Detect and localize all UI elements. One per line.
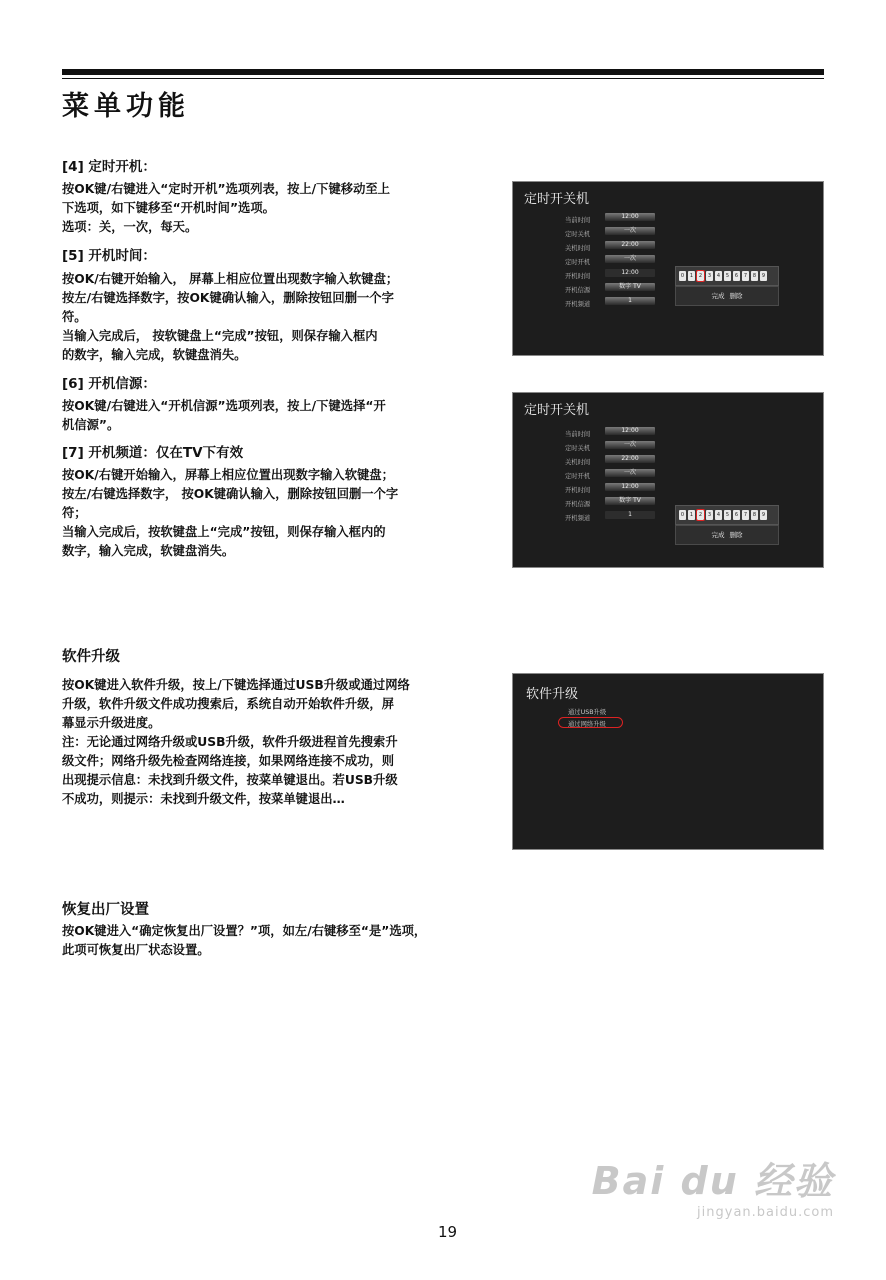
setting-row: 开机频道 1 bbox=[565, 299, 601, 308]
heading-power-on-time: [5] 开机时间： bbox=[62, 248, 156, 264]
top-rule-thick bbox=[62, 69, 824, 75]
para-power-on-time: 按OK/右键开始输入， 屏幕上相应位置出现数字输入软键盘； 按左/右键选择数字，按OK键确认输入，删除按钮回删一个字 符。 当输入完成后， 按软键盘上“完成”按钮，则保存输入框内 的数字，输入完成，软键盘消失。 bbox=[62, 272, 399, 362]
key: 6 bbox=[734, 273, 739, 279]
setting-row: 关机时间 22:00 bbox=[565, 243, 601, 252]
key: 7 bbox=[743, 512, 748, 518]
para-factory-reset: 按OK键进入“确定恢复出厂设置？”项，如左/右键移至“是”选项， 此项可恢复出厂状态设置。 bbox=[62, 924, 427, 957]
setting-row: 开机信源 数字 TV bbox=[565, 285, 601, 294]
key: 1 bbox=[689, 512, 694, 518]
page-number: 19 bbox=[438, 1223, 458, 1241]
key-selected: 2 bbox=[698, 512, 703, 518]
key: 4 bbox=[716, 273, 721, 279]
setting-row: 开机时间 12:00 bbox=[565, 485, 601, 494]
screenshot-timer-1 bbox=[512, 181, 824, 356]
setting-row: 定时关机 一次 bbox=[565, 443, 601, 452]
screenshot-timer-2 bbox=[512, 392, 824, 568]
keypad-actions bbox=[675, 525, 779, 545]
key: 0 bbox=[680, 273, 685, 279]
key: 8 bbox=[752, 273, 757, 279]
screen-title: 软件升级 bbox=[526, 687, 579, 702]
done-button: 完成 bbox=[711, 531, 725, 539]
heading-software-upgrade: 软件升级 bbox=[62, 649, 120, 665]
key: 4 bbox=[716, 512, 721, 518]
key: 1 bbox=[689, 273, 694, 279]
screen-title: 定时开关机 bbox=[524, 403, 590, 418]
key: 6 bbox=[734, 512, 739, 518]
setting-row: 定时开机 一次 bbox=[565, 471, 601, 480]
heading-timer-on: [4] 定时开机： bbox=[62, 159, 156, 175]
key: 8 bbox=[752, 512, 757, 518]
option-usb-upgrade: 通过USB升级 bbox=[568, 709, 607, 716]
done-button: 完成 bbox=[711, 292, 725, 300]
soft-keypad bbox=[675, 505, 779, 525]
setting-row: 开机时间 12:00 bbox=[565, 271, 601, 280]
para-power-on-source: 按OK键/右键进入“开机信源”选项列表，按上/下键选择“开 机信源”。 bbox=[62, 399, 386, 432]
setting-row: 当前时间 12:00 bbox=[565, 215, 601, 224]
heading-power-on-channel: [7] 开机频道：仅在TV下有效 bbox=[62, 445, 244, 461]
baidu-watermark bbox=[592, 1150, 834, 1220]
watermark-brand: Bai du 经验 bbox=[591, 1159, 834, 1203]
para-power-on-channel: 按OK/右键开始输入，屏幕上相应位置出现数字输入软键盘； 按左/右键选择数字， 按OK键确认输入，删除按钮回删一个字 符； 当输入完成后，按软键盘上“完成”按钮，则保存输入框内的 数字，输入完成，软键盘消失。 bbox=[62, 468, 399, 558]
key: 9 bbox=[761, 512, 766, 518]
soft-keypad bbox=[675, 266, 779, 286]
para-software-upgrade: 按OK键进入软件升级，按上/下键选择通过USB升级或通过网络 升级，软件升级文件成功搜索后，系统自动开始软件升级，屏 幕显示升级进度。 注：无论通过网络升级或USB升级，软件升级进程首先搜索升 级文件；网络升级先检查网络连接，如果网络连接不成功，则 出现提示信息：未找到升级文件，按菜单键退出。若USB升级 不成功，则提示：未找到升级文件，按菜单键退出… bbox=[62, 678, 410, 806]
watermark-url: jingyan.baidu.com bbox=[697, 1205, 834, 1220]
key: 3 bbox=[707, 273, 712, 279]
setting-row: 定时开机 一次 bbox=[565, 257, 601, 266]
screen-title: 定时开关机 bbox=[524, 192, 590, 207]
key: 3 bbox=[707, 512, 712, 518]
keypad-actions bbox=[675, 286, 779, 306]
screenshot-software-upgrade bbox=[512, 673, 824, 850]
option-network-upgrade: 通过网络升级 bbox=[568, 721, 606, 728]
setting-row: 关机时间 22:00 bbox=[565, 457, 601, 466]
delete-button: 删除 bbox=[729, 292, 743, 300]
key: 7 bbox=[743, 273, 748, 279]
top-rule-thin bbox=[62, 78, 824, 79]
key: 9 bbox=[761, 273, 766, 279]
page-title: 菜单功能 bbox=[62, 91, 190, 122]
setting-row: 开机频道 1 bbox=[565, 513, 601, 522]
heading-power-on-source: [6] 开机信源： bbox=[62, 376, 156, 392]
key: 0 bbox=[680, 512, 685, 518]
heading-factory-reset: 恢复出厂设置 bbox=[62, 902, 149, 918]
key: 5 bbox=[725, 512, 730, 518]
delete-button: 删除 bbox=[729, 531, 743, 539]
key: 5 bbox=[725, 273, 730, 279]
setting-row: 开机信源 数字 TV bbox=[565, 499, 601, 508]
setting-row: 定时关机 一次 bbox=[565, 229, 601, 238]
key-selected: 2 bbox=[698, 273, 703, 279]
setting-row: 当前时间 12:00 bbox=[565, 429, 601, 438]
para-timer-on: 按OK键/右键进入“定时开机”选项列表，按上/下键移动至上 下选项，如下键移至“开机时间”选项。 选项：关，一次，每天。 bbox=[62, 182, 390, 234]
